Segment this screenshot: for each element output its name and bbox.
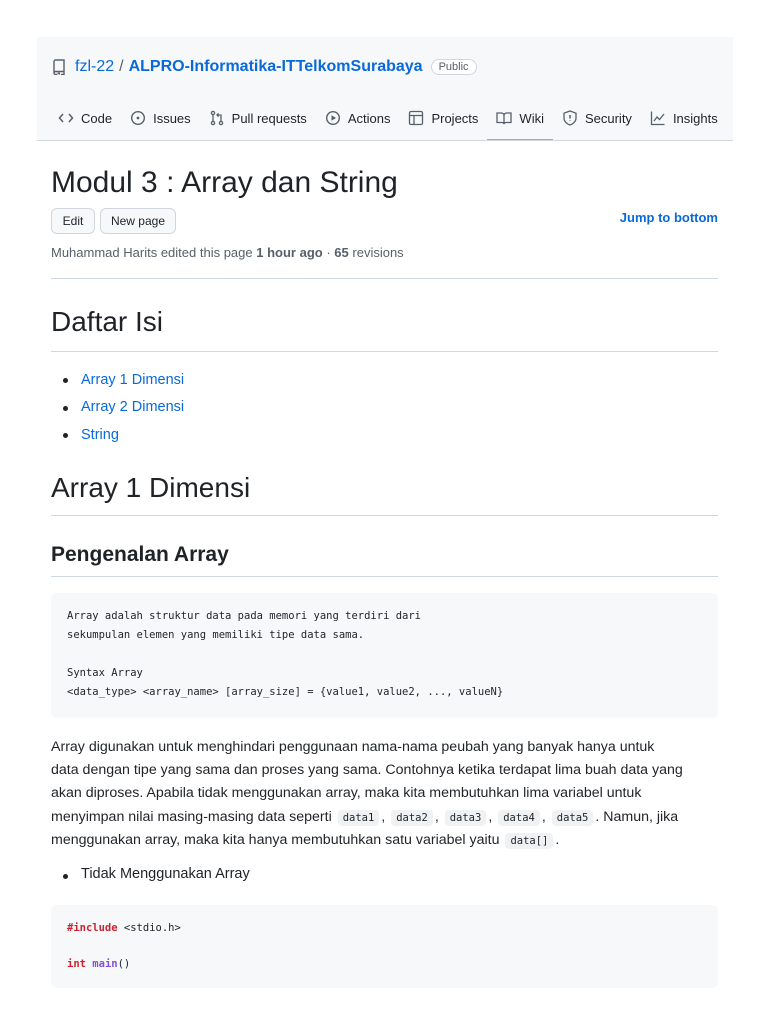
tab-projects[interactable] (399, 103, 487, 133)
text-segment: . (555, 831, 560, 848)
section-heading-array-1-dimensi: Array 1 Dimensi (51, 472, 251, 503)
new-page-button[interactable]: New page (100, 208, 176, 234)
tab-label: Issues (153, 110, 191, 126)
code-block-example (51, 905, 718, 988)
tab-pull-requests[interactable] (200, 103, 316, 133)
table-of-contents (63, 366, 184, 449)
play-icon (325, 110, 341, 126)
inline-code: data5 (552, 810, 594, 826)
heading-underline (51, 576, 718, 577)
revision-meta (51, 245, 404, 260)
code-token-parens: () (117, 958, 131, 970)
meta-dot: · (326, 245, 331, 260)
code-token-hash: # (67, 922, 74, 934)
tab-label: Projects (431, 110, 479, 126)
code-token-function: main (92, 958, 118, 970)
revisions-count: 65 (334, 245, 349, 260)
tab-code[interactable] (49, 103, 121, 133)
code-text (67, 919, 181, 973)
inline-code: data[] (505, 833, 553, 849)
paragraph-line: Array digunakan untuk menghindari penggunaan nama-nama peubah yang banyak hanya untuk (51, 739, 655, 755)
paragraph-array-explanation (51, 736, 721, 852)
page-title: Modul 3 : Array dan String (51, 166, 398, 199)
paragraph-line: akan diproses. Apabila tidak menggunakan array, maka kita membutuhkan lima variabel untuk (51, 785, 642, 802)
issue-icon (130, 110, 146, 126)
tab-issues[interactable] (121, 103, 200, 133)
code-token-type: int (67, 958, 86, 970)
visibility-badge: Public (431, 59, 477, 75)
inline-code: data1 (338, 810, 380, 826)
repo-owner-link[interactable]: fzl-22 (75, 58, 115, 75)
inline-code: data3 (445, 810, 487, 826)
repo-title (51, 56, 477, 78)
toc-item-string[interactable]: String (63, 421, 184, 449)
author-name[interactable]: Muhammad Harits (51, 245, 158, 260)
tab-insights[interactable] (641, 103, 727, 133)
comma: , (381, 808, 386, 825)
comma: , (434, 808, 439, 825)
shield-icon (562, 110, 578, 126)
revisions-label: revisions (352, 245, 404, 260)
edit-time[interactable]: 1 hour ago (256, 245, 323, 260)
tab-security[interactable] (553, 103, 641, 133)
toc-item-array-2-dimensi[interactable]: Array 2 Dimensi (63, 394, 184, 422)
tab-label: Pull requests (231, 110, 307, 126)
tab-label: Code (81, 110, 113, 126)
tab-label: Actions (347, 110, 391, 126)
repo-icon (51, 59, 67, 75)
paragraph-line: data dengan tipe yang sama dan proses yang sama. Contohnya ketika terdapat lima buah data yang (51, 762, 683, 779)
tab-label: Security (584, 110, 632, 126)
tab-wiki[interactable] (487, 103, 553, 133)
inline-code: data2 (391, 810, 433, 826)
code-text: Array adalah struktur data pada memori yang terdiri dari sekumpulan elemen yang memiliki tipe data sama. Syntax Array <data_type> <array_name> [array_size] = {value1, value2, ..., valueN} (67, 610, 504, 698)
paragraph-line (51, 806, 721, 829)
repo-path-separator: / (119, 58, 124, 75)
repo-nav-tabs (49, 103, 727, 141)
code-block-definition (51, 593, 718, 718)
graph-icon (650, 110, 666, 126)
paragraph-line (51, 829, 721, 852)
toc-item-array-1-dimensi[interactable]: Array 1 Dimensi (63, 366, 184, 394)
list-item-tidak-menggunakan-array: Tidak Menggunakan Array (63, 866, 250, 882)
tab-label: Wiki (519, 110, 544, 126)
divider (51, 278, 718, 279)
jump-to-bottom-link[interactable]: Jump to bottom (619, 210, 718, 225)
pull-request-icon (209, 110, 225, 126)
code-token-include: include (73, 922, 118, 934)
edit-button[interactable]: Edit (51, 208, 95, 234)
comma: , (541, 808, 546, 825)
edited-text: edited this page (160, 245, 253, 260)
text-segment: . Namun, jika (595, 808, 679, 825)
heading-underline (51, 351, 718, 352)
repo-name-link[interactable]: ALPRO-Informatika-ITTelkomSurabaya (128, 58, 423, 75)
text-segment: menyimpan nilai masing-masing data seperti (51, 808, 332, 825)
code-token-header: <stdio.h> (117, 922, 181, 934)
tab-label: Insights (672, 110, 718, 126)
table-icon (408, 110, 424, 126)
heading-underline (51, 515, 718, 516)
revisions-link[interactable] (334, 245, 403, 260)
book-icon (496, 110, 512, 126)
subheading-pengenalan-array: Pengenalan Array (51, 543, 229, 566)
toc-heading: Daftar Isi (51, 306, 164, 337)
code-icon (58, 110, 74, 126)
repo-header (37, 37, 733, 141)
inline-code: data4 (498, 810, 540, 826)
comma: , (488, 808, 493, 825)
text-segment: menggunakan array, maka kita hanya membutuhkan satu variabel yaitu (51, 831, 500, 848)
tab-actions[interactable] (316, 103, 400, 133)
